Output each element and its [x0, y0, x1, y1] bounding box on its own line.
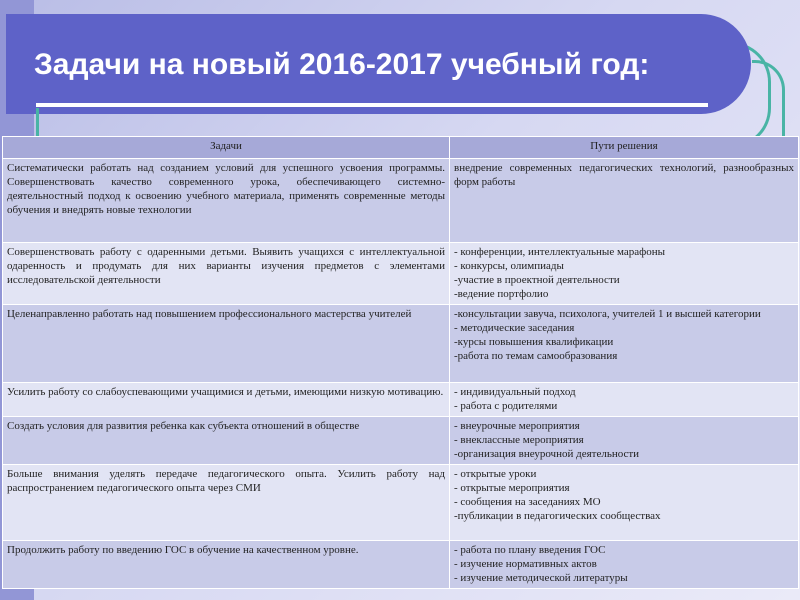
path-item: - изучение методической литературы — [454, 572, 628, 584]
page-title: Задачи на новый 2016-2017 учебный год: — [34, 48, 650, 81]
table-row — [3, 305, 799, 383]
paths-cell — [450, 383, 799, 417]
paths-cell — [450, 305, 799, 383]
path-item: - открытые уроки — [454, 468, 537, 480]
header-tasks: Задачи — [3, 137, 450, 159]
paths-cell — [450, 159, 799, 243]
task-cell: Систематически работать над созданием условий для успешного усвоения программы. Совершенствовать качество современного урока, обеспечивающего системно- деятельностный подход к освоению учебного материала, применять современные методы обучения и внедрять новые технологии — [3, 159, 450, 243]
table-row — [3, 465, 799, 541]
paths-cell — [450, 465, 799, 541]
table-row — [3, 417, 799, 465]
task-cell: Совершенствовать работу с одаренными детьми. Выявить учащихся с интеллектуальной одаренность и продумать для них варианты изучения предметов с элементами исследовательской деятельности — [3, 243, 450, 305]
path-item: - изучение нормативных актов — [454, 558, 597, 570]
title-underline — [36, 103, 708, 107]
paths-cell — [450, 417, 799, 465]
tasks-table — [2, 136, 799, 589]
path-item: внедрение современных педагогических технологий, разнообразных форм работы — [454, 162, 794, 188]
table-row — [3, 383, 799, 417]
path-item: -участие в проектной деятельности — [454, 274, 620, 286]
task-cell: Целенаправленно работать над повышением профессионального мастерства учителей — [3, 305, 450, 383]
path-item: - конференции, интеллектуальные марафоны — [454, 246, 666, 258]
header-paths: Пути решения — [450, 137, 799, 159]
path-item: -работа по темам самообразования — [454, 350, 618, 362]
path-item: -курсы повышения квалификации — [454, 336, 614, 348]
path-item: - внеурочные мероприятия — [454, 420, 580, 432]
path-item: - работа с родителями — [454, 400, 558, 412]
path-item: - открытые мероприятия — [454, 482, 570, 494]
path-item: - работа по плану введения ГОС — [454, 544, 606, 556]
path-item: - методические заседания — [454, 322, 575, 334]
path-item: -ведение портфолио — [454, 288, 549, 300]
task-cell: Усилить работу со слабоуспевающими учащимися и детьми, имеющими низкую мотивацию. — [3, 383, 450, 417]
path-item: - индивидуальный подход — [454, 386, 576, 398]
paths-cell — [450, 243, 799, 305]
path-item: - внеклассные мероприятия — [454, 434, 584, 446]
table-row — [3, 243, 799, 305]
path-item: -публикации в педагогических сообществах — [454, 510, 661, 522]
table-header-row — [3, 137, 799, 159]
table-row — [3, 541, 799, 589]
path-item: - сообщения на заседаниях МО — [454, 496, 601, 508]
decor-line — [36, 108, 39, 138]
title-banner — [6, 14, 751, 114]
task-cell: Больше внимания уделять передаче педагогического опыта. Усилить работу над распространением педагогического опыта через СМИ — [3, 465, 450, 541]
table-row — [3, 159, 799, 243]
task-cell: Создать условия для развития ребенка как субъекта отношений в обществе — [3, 417, 450, 465]
path-item: - конкурсы, олимпиады — [454, 260, 564, 272]
paths-cell — [450, 541, 799, 589]
task-cell: Продолжить работу по введению ГОС в обучение на качественном уровне. — [3, 541, 450, 589]
path-item: -организация внеурочной деятельности — [454, 448, 640, 460]
path-item: -консультации завуча, психолога, учителей 1 и высшей категории — [454, 308, 761, 320]
